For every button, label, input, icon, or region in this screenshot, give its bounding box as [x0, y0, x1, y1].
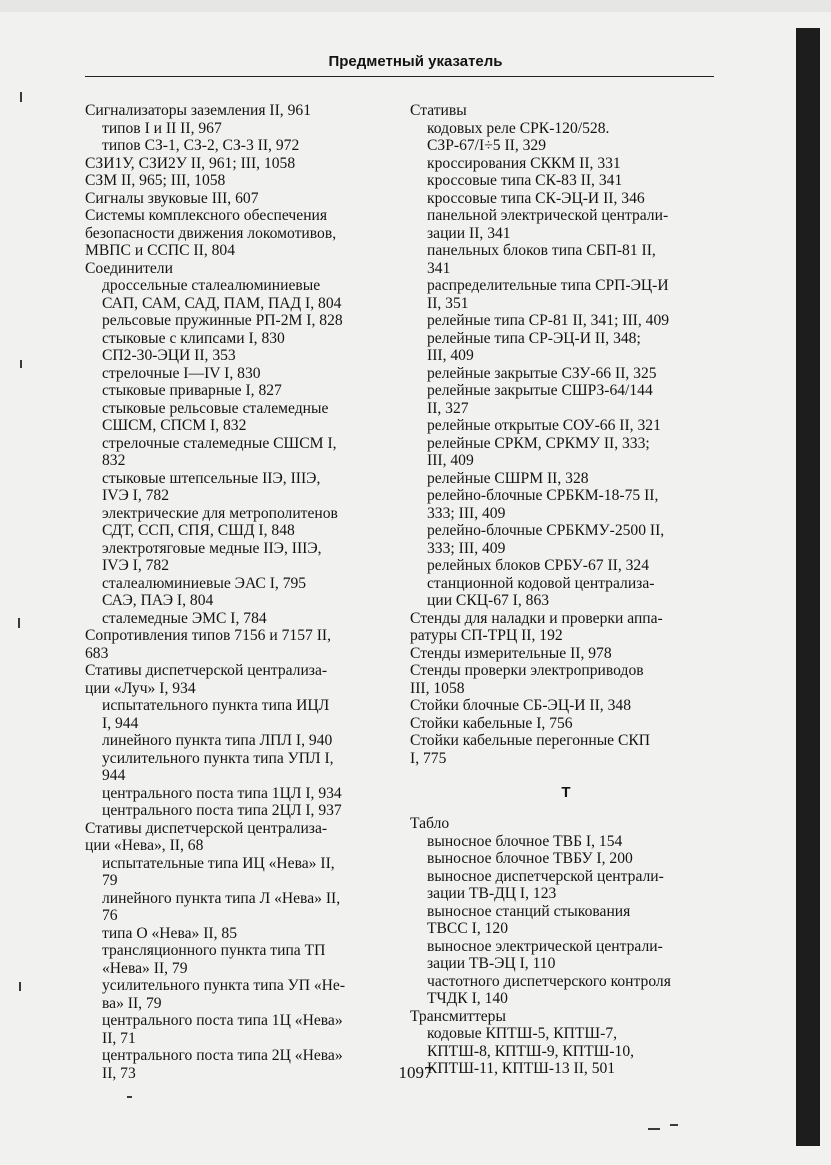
index-entry-line: Стойки кабельные I, 756 [410, 714, 573, 732]
index-entry-line: ТЧДК I, 140 [427, 990, 508, 1007]
scan-speck [648, 1128, 660, 1130]
index-entry-line: линейного пункта типа Л «Нева» II, [102, 889, 341, 907]
index-entry-line: 333; III, 409 [427, 539, 506, 557]
index-entry-line: II, 351 [427, 294, 469, 312]
index-entry [410, 815, 722, 833]
page-number: 1097 [398, 1063, 433, 1082]
index-entry-line: типов I и II II, 967 [102, 119, 222, 137]
index-entry-line: Сигнализаторы заземления II, 961 [85, 102, 311, 119]
index-column-left [85, 102, 385, 1082]
index-entry-line: СШСМ, СПСМ I, 832 [102, 417, 247, 434]
index-entry [410, 120, 722, 155]
index-entry [85, 785, 385, 803]
index-entry [85, 1012, 385, 1047]
index-entry-line: дроссельные сталеалюминиевые [102, 277, 321, 294]
index-entry-line: 333; III, 409 [427, 504, 506, 522]
index-entry-line: типа О «Нева» II, 85 [102, 924, 238, 942]
index-entry-line: усилительного пункта типа УП «Не- [102, 977, 346, 994]
index-entry [85, 330, 385, 348]
index-entry-line: 944 [102, 767, 126, 784]
index-entry-line: I, 775 [410, 749, 447, 767]
index-entry-line: Табло [410, 815, 450, 832]
index-entry-line: СЗР-67/I÷5 II, 329 [427, 137, 547, 154]
index-entry-line: 76 [102, 907, 118, 924]
index-entry-line: Стенды проверки электроприводов [410, 662, 644, 679]
index-entry [85, 890, 385, 925]
index-entry [85, 820, 385, 855]
index-entry-line: релейно-блочные СРБКМУ-2500 II, [427, 522, 665, 539]
index-entry [85, 190, 385, 208]
index-entry [410, 365, 722, 383]
index-entry [410, 417, 722, 435]
index-entry [85, 172, 385, 190]
index-entry-line: III, 409 [427, 347, 474, 364]
index-entry [85, 365, 385, 383]
index-entry-line: безопасности движения локомотивов, [85, 224, 337, 242]
index-entry-line: сталеалюминиевые ЭАС I, 795 [102, 574, 307, 592]
index-entry-line: рельсовые пружинные РП-2М I, 828 [102, 312, 343, 329]
index-entry-line: IVЭ I, 782 [102, 487, 170, 504]
index-entry-line: кроссовые типа СК-83 II, 341 [427, 172, 623, 189]
index-entry [410, 938, 722, 973]
index-entry-line: ТВСС I, 120 [427, 920, 509, 937]
index-entry-line: релейные типа СР-81 II, 341; III, 409 [427, 312, 670, 329]
index-entry-line: испытательные типа ИЦ «Нева» II, [102, 854, 335, 872]
index-entry [85, 855, 385, 890]
index-entry-line: КПТШ-8, КПТШ-9, КПТШ-10, [427, 1042, 635, 1060]
index-entry [410, 903, 722, 938]
index-entry-line: выносное блочное ТВБ I, 154 [427, 832, 623, 850]
index-entry-line: испытательного пункта типа ИЦЛ [102, 697, 330, 714]
index-entry [85, 470, 385, 505]
index-entry-line: центрального поста типа 1Ц «Нева» [102, 1012, 343, 1029]
index-entry [410, 522, 722, 557]
scan-speck [670, 1124, 678, 1126]
index-entry-line: зации ТВ-ДЦ I, 123 [427, 885, 557, 902]
index-entry-line: стыковые рельсовые сталемедные [102, 399, 329, 417]
index-entry-line: стрелочные сталемедные СШСМ I, [102, 434, 337, 452]
index-entry [410, 190, 722, 208]
index-entry-line: Системы комплексного обеспечения [85, 207, 328, 224]
index-entry [85, 662, 385, 697]
index-entry [410, 1008, 722, 1026]
index-entry-line: I, 944 [102, 714, 139, 732]
index-column-right [410, 102, 722, 1078]
scan-speck [20, 360, 22, 368]
index-entry [410, 697, 722, 715]
index-entry [410, 575, 722, 610]
index-entry-line: ратуры СП-ТРЦ II, 192 [410, 627, 563, 644]
index-entry [85, 102, 385, 120]
index-entry [410, 487, 722, 522]
index-entry [410, 277, 722, 312]
header-rule [85, 76, 714, 77]
index-entry [85, 802, 385, 820]
index-entry-line: кодовых реле СРК-120/528. [427, 119, 610, 137]
index-entry-line: кроссовые типа СК-ЭЦ-И II, 346 [427, 189, 645, 207]
scan-speck [127, 1096, 132, 1098]
index-entry [410, 973, 722, 1008]
index-entry [410, 155, 722, 173]
index-entry-line: электрические для метрополитенов [102, 504, 338, 522]
index-entry-line: Стойки кабельные перегонные СКП [410, 732, 651, 749]
index-entry [410, 470, 722, 488]
index-entry-line: 683 [85, 644, 109, 662]
index-entry-line: IVЭ I, 782 [102, 557, 170, 574]
index-entry-line: 341 [427, 259, 451, 277]
index-entry [85, 977, 385, 1012]
index-entry [85, 925, 385, 943]
index-entry [85, 155, 385, 173]
index-entry-line: КПТШ-11, КПТШ-13 II, 501 [427, 1060, 616, 1077]
index-entry-line: СП2-30-ЭЦИ II, 353 [102, 347, 236, 364]
index-entry [410, 382, 722, 417]
index-entry [85, 435, 385, 470]
index-entry [85, 382, 385, 400]
index-entry-line: ции «Луч» I, 934 [85, 679, 196, 697]
scan-speck [20, 92, 22, 102]
index-entry-line: Стативы диспетчерской централиза- [85, 662, 328, 679]
index-entry-line: зации ТВ-ЭЦ I, 110 [427, 955, 556, 972]
index-entry [85, 260, 385, 278]
index-entry [85, 592, 385, 610]
index-entry-line: стыковые приварные I, 827 [102, 382, 282, 399]
index-entry-line: Стойки блочные СБ-ЭЦ-И II, 348 [410, 697, 631, 714]
index-entry-line: Соединители [85, 259, 173, 277]
scan-top-border [0, 0, 831, 12]
index-entry [410, 102, 722, 120]
index-entry [85, 400, 385, 435]
index-entry-line: станционной кодовой централиза- [427, 574, 655, 592]
index-entry [410, 868, 722, 903]
index-group-s [410, 102, 722, 767]
index-entry-line: панельных блоков типа СБП-81 II, [427, 242, 656, 259]
index-entry-line: III, 409 [427, 452, 474, 469]
index-entry [410, 557, 722, 575]
index-entry-line: трансляционного пункта типа ТП [102, 942, 326, 959]
index-entry [85, 120, 385, 138]
index-entry [85, 312, 385, 330]
section-letter: Т [561, 784, 571, 801]
index-entry-line: релейные типа СР-ЭЦ-И II, 348; [427, 329, 641, 347]
index-entry [85, 540, 385, 575]
index-entry-line: релейные закрытые СЗУ-66 II, 325 [427, 364, 657, 382]
index-entry-line: усилительного пункта типа УПЛ I, [102, 749, 334, 767]
index-entry [85, 347, 385, 365]
index-entry [85, 610, 385, 628]
index-entry [410, 715, 722, 733]
index-entry-line: сталемедные ЭМС I, 784 [102, 609, 267, 627]
index-entry-line: СЗМ II, 965; III, 1058 [85, 172, 226, 189]
index-entry [85, 697, 385, 732]
index-entry-line: III, 1058 [410, 679, 465, 697]
index-entry-line: МВПС и ССПС II, 804 [85, 242, 236, 259]
index-entry [85, 137, 385, 155]
index-entry [410, 330, 722, 365]
index-entry-line: частотного диспетчерского контроля [427, 972, 671, 990]
index-entry-line: линейного пункта типа ЛПЛ I, 940 [102, 732, 333, 749]
index-group-t [410, 815, 722, 1078]
index-entry-line: выносное станций стыкования [427, 902, 631, 920]
index-entry-line: типов СЗ-1, СЗ-2, СЗ-3 II, 972 [102, 137, 300, 154]
index-entry-line: центрального поста типа 1ЦЛ I, 934 [102, 784, 342, 802]
index-entry-line: СДТ, ССП, СПЯ, СШД I, 848 [102, 522, 295, 539]
index-entry [410, 645, 722, 663]
index-entry-line: панельной электрической централи- [427, 207, 669, 224]
index-entry-line: центрального поста типа 2Ц «Нева» [102, 1047, 343, 1064]
index-entry-line: САП, САМ, САД, ПАМ, ПАД I, 804 [102, 294, 342, 312]
index-entry-line: II, 73 [102, 1064, 136, 1082]
index-entry-line: выносное блочное ТВБУ I, 200 [427, 850, 633, 867]
index-entry [410, 435, 722, 470]
index-entry-line: релейные закрытые СШРЗ-64/144 [427, 382, 653, 399]
scan-speck [18, 618, 20, 628]
index-entry [410, 312, 722, 330]
index-entry [85, 732, 385, 750]
index-entry-line: Сопротивления типов 7156 и 7157 II, [85, 627, 331, 644]
index-entry [85, 505, 385, 540]
index-entry [410, 732, 722, 767]
index-entry-line: ции «Нева», II, 68 [85, 837, 204, 854]
index-entry-line: Стативы [410, 102, 467, 119]
index-entry-line: выносное диспетчерской централи- [427, 867, 664, 885]
index-entry-line: кроссирования СККМ II, 331 [427, 154, 621, 172]
index-entry-line: СЗИ1У, СЗИ2У II, 961; III, 1058 [85, 154, 296, 172]
index-entry [85, 575, 385, 593]
index-entry-line: ции СКЦ-67 I, 863 [427, 592, 550, 609]
index-entry-line: электротяговые медные IIЭ, IIIЭ, [102, 539, 322, 557]
index-entry-line: Трансмиттеры [410, 1007, 506, 1025]
index-entry-line: ва» II, 79 [102, 994, 162, 1012]
index-entry-line: Стативы диспетчерской централиза- [85, 819, 328, 837]
index-entry-line: релейные открытые СОУ-66 II, 321 [427, 417, 661, 434]
index-entry-line: релейные СРКМ, СРКМУ II, 333; [427, 434, 650, 452]
index-entry-line: стыковые штепсельные IIЭ, IIIЭ, [102, 469, 321, 487]
page-header-title: Предметный указатель [328, 53, 503, 70]
index-entry-line: стыковые с клипсами I, 830 [102, 329, 285, 347]
index-entry-line: II, 327 [427, 399, 469, 417]
index-entry-line: релейно-блочные СРБКМ-18-75 II, [427, 487, 659, 504]
index-entry-line: Сигналы звуковые III, 607 [85, 189, 259, 207]
index-entry [410, 207, 722, 242]
scan-edge-shadow [796, 28, 820, 1146]
index-entry [410, 833, 722, 851]
index-entry-line: релейные СШРМ II, 328 [427, 469, 589, 487]
index-entry [410, 662, 722, 697]
index-entry-line: центрального поста типа 2ЦЛ I, 937 [102, 802, 342, 819]
index-entry-line: стрелочные I—IV I, 830 [102, 364, 261, 382]
index-entry-line: САЭ, ПАЭ I, 804 [102, 592, 214, 609]
index-entry-line: II, 71 [102, 1029, 136, 1047]
index-entry-line: релейных блоков СРБУ-67 II, 324 [427, 557, 650, 574]
index-entry-line: кодовые КПТШ-5, КПТШ-7, [427, 1025, 618, 1042]
index-entry [85, 207, 385, 260]
index-entry-line: Стенды для наладки и проверки аппа- [410, 609, 663, 627]
index-entry [85, 750, 385, 785]
scan-speck [19, 982, 21, 991]
index-entry [85, 627, 385, 662]
index-entry-line: 832 [102, 452, 126, 469]
index-entry [410, 172, 722, 190]
index-entry-line: выносное электрической централи- [427, 937, 663, 955]
index-entry-line: зации II, 341 [427, 224, 511, 242]
index-entry-line: «Нева» II, 79 [102, 959, 188, 977]
index-entry-line: Стенды измерительные II, 978 [410, 644, 612, 662]
index-entry [85, 942, 385, 977]
index-entry-line: 79 [102, 872, 118, 889]
index-entry [410, 850, 722, 868]
index-entry-line: распределительные типа СРП-ЭЦ-И [427, 277, 669, 294]
index-entry [410, 242, 722, 277]
index-entry [85, 277, 385, 312]
index-entry [410, 610, 722, 645]
